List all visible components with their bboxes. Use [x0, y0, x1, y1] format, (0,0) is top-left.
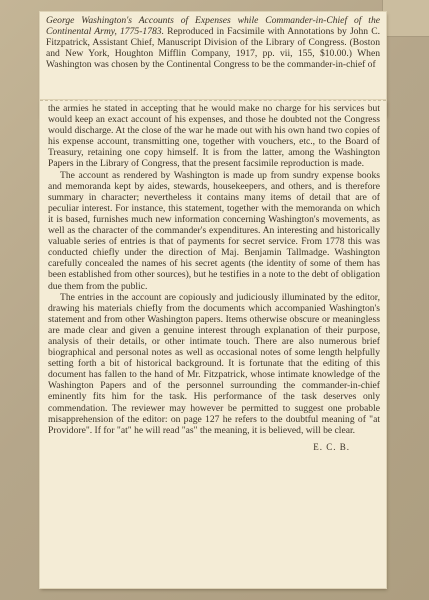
paragraph-1: the armies he stated in accepting that he would make no charge for his services but would keep an exact account of his expenses, and those he doubted not the Congress would discharge. At the close of the war he made out with his own hand two copies of his expense account, transmitting one, together with vouchers, etc., to the Board of Treasury, retaining one copy himself. It is from the latter, among the Washington Papers in the Library of Congress, that the present facsimile reproduction is made.	[48, 103, 380, 170]
book-title: George Washington's Accounts of Expenses while Commander-in-Chief of the Continental Army, 1775-1783.	[46, 15, 380, 38]
clipping-header	[46, 15, 380, 70]
mount-corner-tab	[382, 0, 429, 37]
paragraph-2: The account as rendered by Washington is made up from sundry expense books and memoranda kept by aides, stewards, housekeepers, and others, and is therefore summary in character; nevertheless it contains many items of detail that are of peculiar interest. For instance, this statement, together with the memoranda on which it is based, furnishes much new information concerning Washington's movements, as well as the character of the commander's expenditures. An interesting and historically valuable series of entries is that of payments for secret service. From 1778 this was conducted chiefly under the direction of Maj. Benjamin Tallmadge. Washington carefully concealed the names of his secret agents (the identity of some of them has been established from other sources), but he testifies in a note to the debt of obligation due them from the public.	[48, 169, 380, 292]
reviewer-initials: E. C. B.	[313, 441, 350, 452]
paragraph-3: The entries in the account are copiously and judiciously illuminated by the editor, drawing his materials chiefly from the documents which accompanied Washington's statement and from other Washington papers. Items otherwise obscure or meaningless are made clear and given a genuine interest through explanation of their purpose, analysis of their details, or other intimate touch. There are also numerous brief biographical and personal notes as well as occasional notes of some length helpfully setting forth a bit of historical background. It is fortunate that the editing of this document has fallen to the hand of Mr. Fitzpatrick, whose intimate knowledge of the Washington Papers and of the personnel surrounding the commander-in-chief eminently fits him for the task. His performance of the task deserves only commendation. The reviewer may however be permitted to suggest one probable misapprehension of the editor: on page 127 he refers to the doubtful meaning of "at Providore". If for "at" he will read "as" the meaning, it is believed, will be clear.	[48, 291, 380, 436]
book-citation: Reproduced in Facsimile with Annotations by John C. Fitzpatrick, Assistant Chief, Manuscript Division of the Library of Congress. (Boston and New York, Houghton Mifflin Company, 1917, pp. vii, 155, $10.00.) When Washington was chosen by the Continental Congress to be the commander-in-chief of	[46, 26, 380, 71]
clipping-body-strip	[40, 100, 386, 588]
